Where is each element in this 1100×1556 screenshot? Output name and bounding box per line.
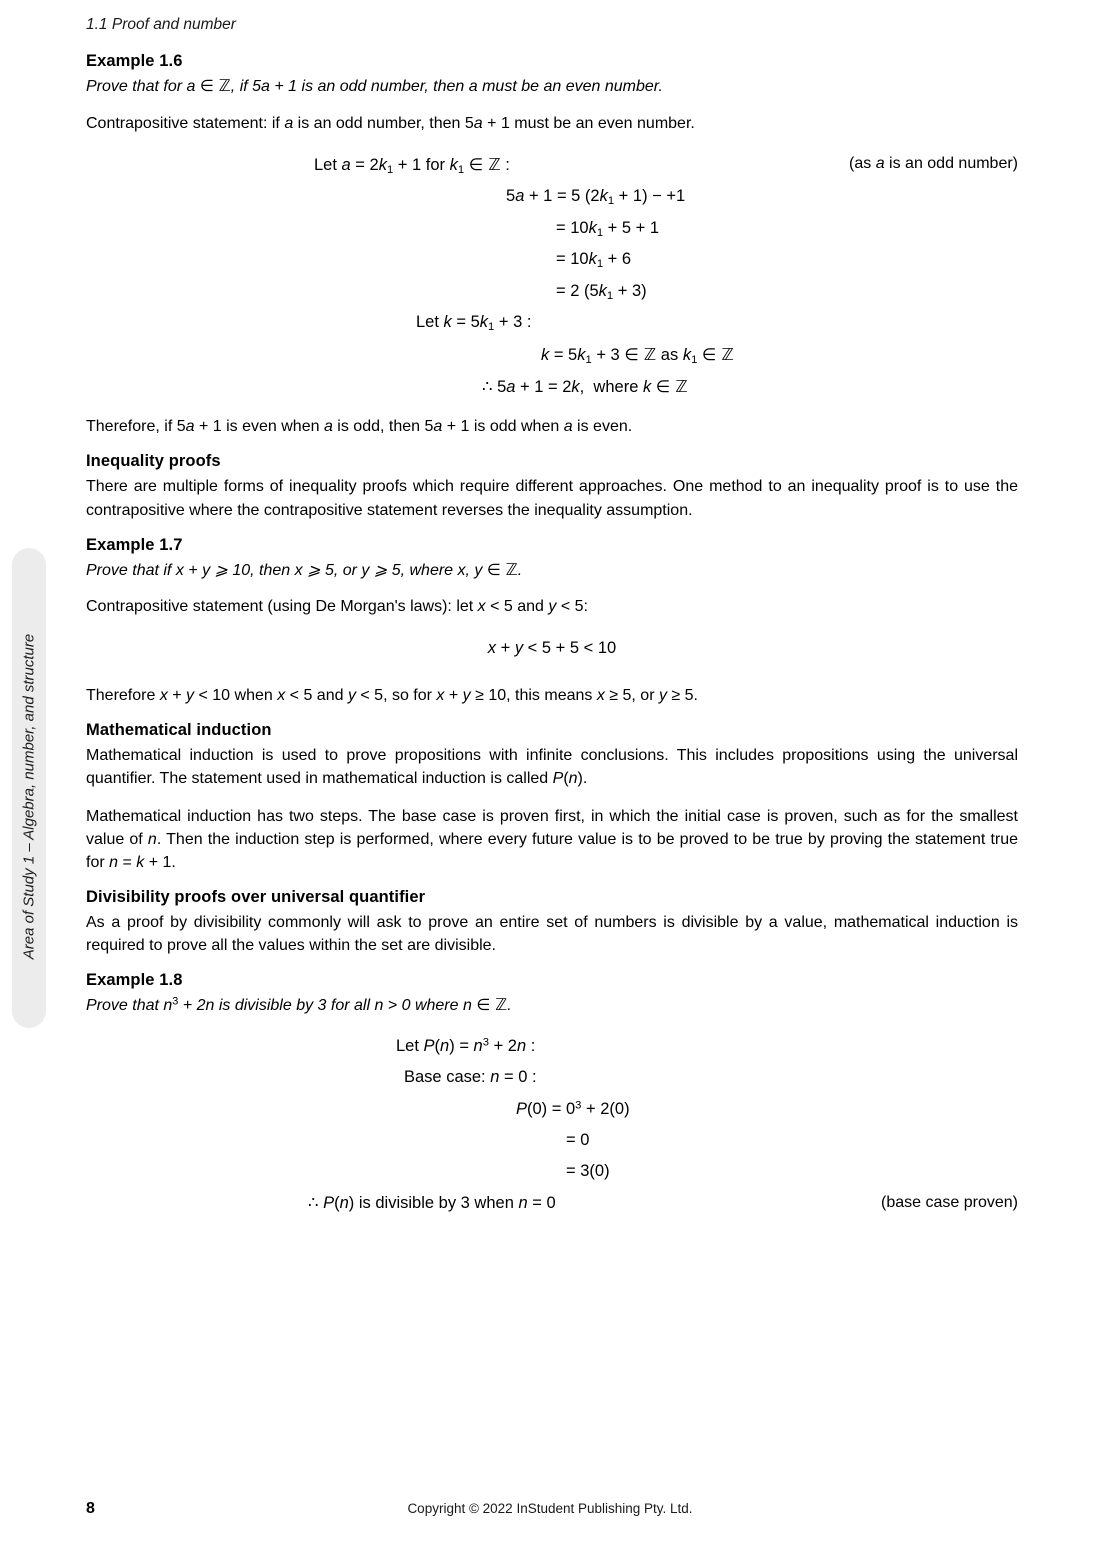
inequality-proofs-paragraph: There are multiple forms of inequality proofs which require different approaches. One method to an inequality proof is to use the contrapositive where the contrapositive statement reverses the inequality assumption. <box>86 478 1018 519</box>
math-line-2: 5a + 1 = 5 $(2k_1 + 1) - +1$ <box>506 187 686 208</box>
divisibility-proofs-heading: Divisibility proofs over universal quantifier <box>86 888 426 907</box>
mathematical-induction-paragraph-1: Mathematical induction is used to prove propositions with infinite conclusions. This includes propositions using the universal quantifier. The statement used in mathematical induction is called P(n). <box>86 747 1018 788</box>
math-line-p1: Let $P(n) = n^3 + 2n$ : <box>396 1036 536 1056</box>
math-line-p4: = 0 <box>566 1131 590 1150</box>
example-1-8-working <box>86 1031 1018 1219</box>
math-line-4: = $10k_1 + 6$ <box>556 250 632 271</box>
example-1-8-statement: Prove that $n^3 + 2n$ is divisible by 3 for all n > 0 where n ∈ ℤ. <box>86 995 512 1015</box>
math-line-3: = $10k_1 + 5 + 1$ <box>556 218 660 239</box>
math-note-base-case: (base case proven) <box>881 1193 1018 1211</box>
math-note-1: (as a is an odd number) <box>849 154 1018 172</box>
example-1-6-contrapositive: Contrapositive statement: if a is an odd number, then 5a + 1 must be an even number. <box>86 114 695 132</box>
running-head: 1.1 Proof and number <box>86 16 236 33</box>
example-1-7-equation <box>86 633 1018 664</box>
page-content <box>86 52 1018 1231</box>
copyright-notice: Copyright © 2022 InStudent Publishing Pty. Ltd. <box>407 1501 693 1516</box>
math-line-7: $k = 5k_1 + 3$ ∈ ℤ as $k_1$ ∈ ℤ <box>541 344 734 366</box>
side-tab <box>12 548 46 1028</box>
divisibility-proofs-paragraph: As a proof by divisibility commonly will ask to prove an entire set of numbers is divisible by a value, mathematical induction is required to prove all the values within the set are divisible. <box>86 914 1018 955</box>
example-1-7-conclusion: Therefore x + y < 10 when x < 5 and y < 5, so for x + y ≥ 10, this means x ≥ 5, or y ≥ 5. <box>86 686 698 704</box>
mathematical-induction-paragraph-2: Mathematical induction has two steps. The base case is proven first, in which the initial case is proven, such as for the smallest value of n. Then the induction step is performed, where every future value is to be proved to be true by proving the statement true for n = k + 1. <box>86 807 1019 871</box>
inequality-proofs-heading: Inequality proofs <box>86 452 221 471</box>
example-1-7-heading: Example 1.7 <box>86 535 183 554</box>
example-1-6-working <box>86 149 1018 404</box>
math-line-p2: Base case: n = 0 : <box>404 1068 537 1087</box>
math-line-8: ∴ 5a + 1 = 2k, where k ∈ ℤ <box>482 376 688 396</box>
example-1-6-heading: Example 1.6 <box>86 52 183 70</box>
side-tab-label: Area of Study 1 – Algebra, number, and structure <box>20 633 38 960</box>
mathematical-induction-heading: Mathematical induction <box>86 721 272 740</box>
math-line-p3: $P(0) = 0^3 + 2(0)$ <box>516 1099 630 1118</box>
example-1-6-conclusion: Therefore, if 5a + 1 is even when a is odd, then 5a + 1 is odd when a is even. <box>86 418 633 436</box>
example-1-7-statement: Prove that if x + y ⩾ 10, then x ⩾ 5, or y ⩾ 5, where x, y ∈ ℤ. <box>86 559 523 579</box>
example-1-8-heading: Example 1.8 <box>86 971 183 990</box>
math-line-p6: ∴ P(n) is divisible by 3 when n = 0 (base case proven) <box>86 1188 1018 1219</box>
math-line-p5: = 3(0) <box>566 1162 610 1181</box>
math-line-1: Let $a = 2k_1 + 1$ for $k_1$ ∈ ℤ : (as a is an odd number) <box>86 149 1018 181</box>
example-1-6-statement: Prove that for a ∈ ℤ, if 5a + 1 is an odd number, then a must be an even number. <box>86 76 663 95</box>
page-footer <box>0 1496 1100 1518</box>
math-line-ineq: x + y < 5 + 5 < 10 <box>487 638 617 657</box>
page-number: 8 <box>86 1500 95 1517</box>
math-line-6: Let $k = 5k_1 + 3$ : <box>416 313 532 334</box>
example-1-7-contrapositive: Contrapositive statement (using De Morgan's laws): let x < 5 and y < 5: <box>86 598 588 616</box>
math-line-5: = 2 $(5k_1 + 3)$ <box>556 281 647 302</box>
